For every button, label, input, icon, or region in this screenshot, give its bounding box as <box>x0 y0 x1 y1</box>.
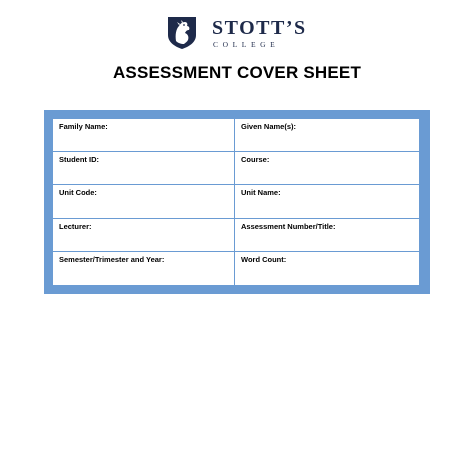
word-count-field[interactable]: Word Count: <box>241 254 287 264</box>
unit-name-field[interactable]: Unit Name: <box>235 185 419 218</box>
college-logo <box>167 16 327 50</box>
page-title: ASSESSMENT COVER SHEET <box>112 63 362 82</box>
cover-sheet-form <box>52 118 420 286</box>
family-name-field[interactable]: Family Name: <box>53 119 235 152</box>
lion-shield-icon <box>167 16 197 50</box>
course-field[interactable]: Course: <box>235 152 419 185</box>
semester-year-field[interactable]: Semester/Trimester and Year: <box>53 252 235 285</box>
assessment-title-field[interactable]: Assessment Number/Title: <box>235 219 419 252</box>
unit-code-field[interactable]: Unit Code: <box>53 185 235 218</box>
college-subtitle: COLLEGE <box>213 40 280 49</box>
college-name: STOTT’S <box>212 17 307 39</box>
student-id-field[interactable]: Student ID: <box>53 152 235 185</box>
given-names-field[interactable]: Given Name(s): <box>235 119 419 152</box>
lecturer-field[interactable]: Lecturer: <box>53 219 235 252</box>
